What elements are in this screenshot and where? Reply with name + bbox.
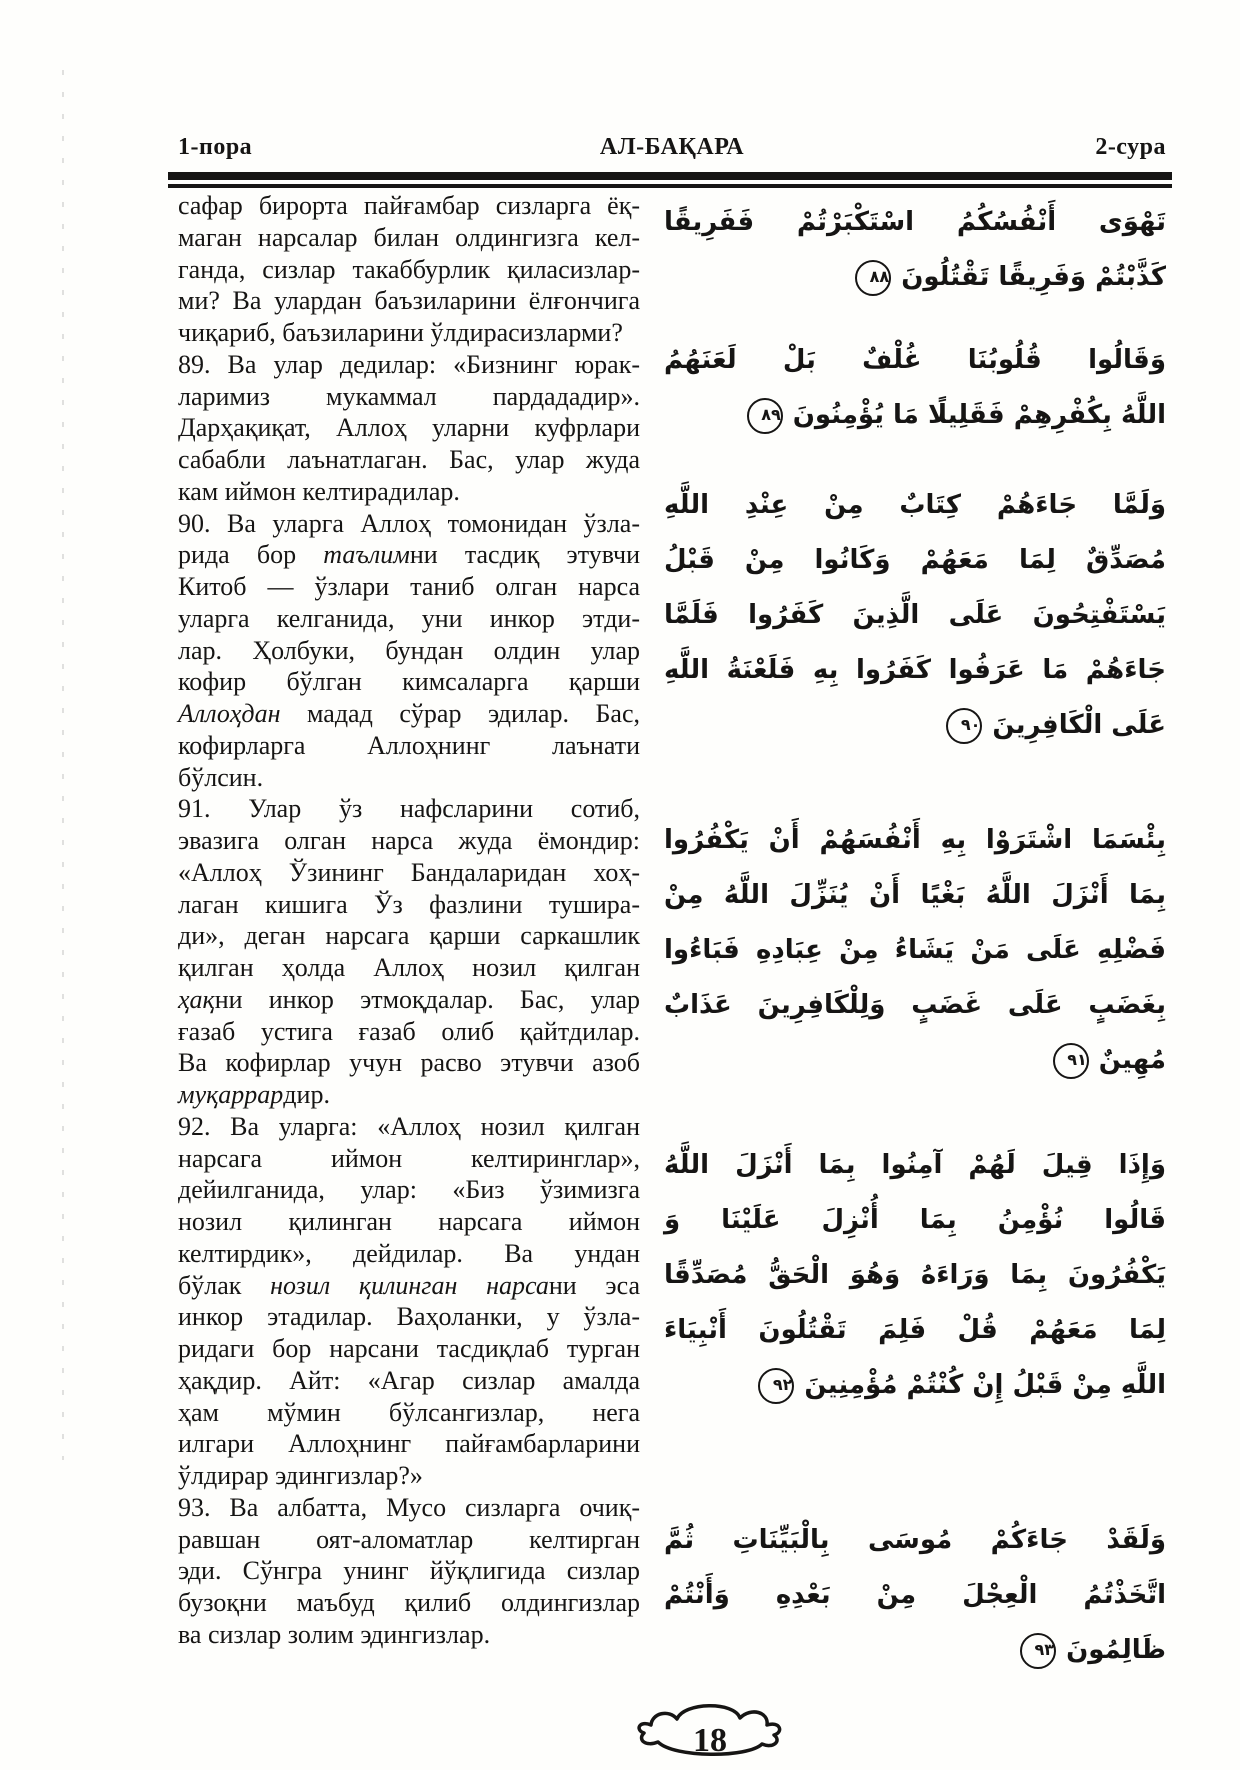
translation-line bbox=[178, 889, 640, 921]
translation-line bbox=[178, 539, 640, 571]
text-run: Ва кофирлар учун расво этувчи азоб bbox=[178, 1048, 640, 1078]
arabic-verse-line bbox=[664, 813, 1166, 868]
text-run: ридаги бор нарсани тасдиқлаб турган bbox=[178, 1334, 640, 1363]
arabic-verse-line bbox=[664, 1568, 1166, 1623]
arabic-text-run: بِئْسَمَا اشْتَرَوْا بِهِ أَنْفُسَهُمْ أَنْ يَكْفُرُوا bbox=[664, 825, 1166, 855]
text-run: ҳақдир. Айт: «Агар сизлар амалда bbox=[178, 1365, 640, 1395]
text-run: 89. Ва улар дедилар: «Бизнинг юрак- bbox=[178, 349, 640, 379]
translation-line bbox=[178, 635, 640, 667]
text-run: дир. bbox=[283, 1080, 330, 1109]
translation-line bbox=[178, 222, 640, 254]
arabic-verse-line bbox=[664, 1513, 1166, 1568]
page-number: 18 bbox=[693, 1722, 727, 1759]
translation-line bbox=[178, 1428, 640, 1460]
arabic-verse-line bbox=[664, 868, 1166, 923]
text-run: маган нарсалар билан олдингизга кел- bbox=[178, 222, 640, 252]
text-run: 93. Ва албатта, Мусо сизларга очиқ- bbox=[178, 1492, 640, 1522]
verse-number-marker: ٩٣ bbox=[1020, 1633, 1056, 1669]
translation-line bbox=[178, 412, 640, 444]
arabic-verse-line bbox=[664, 1138, 1166, 1193]
text-run: ганда, сизлар такаббурлик қиласизлар- bbox=[178, 254, 640, 284]
emphasized-text-run: таълим bbox=[323, 540, 410, 570]
text-run: инкор этадилар. Ваҳоланки, у ўзла- bbox=[178, 1302, 640, 1332]
text-run: кам иймон келтирадилар. bbox=[178, 476, 460, 506]
arabic-column bbox=[664, 190, 1166, 1678]
page-body bbox=[178, 190, 1166, 1678]
text-run: лаган кишига Ўз фазлини тушира- bbox=[178, 889, 640, 919]
arabic-text-run: وَلَمَّا جَاءَهُمْ كِتَابٌ مِنْ عِنْدِ اللَّهِ bbox=[664, 490, 1166, 520]
text-run: ди», деган нарсага қарши саркашлик bbox=[178, 921, 640, 951]
translation-line bbox=[178, 698, 640, 730]
arabic-verse-block bbox=[664, 1138, 1166, 1413]
text-run: бўлсин. bbox=[178, 762, 264, 792]
text-run: кофир бўлган кимсаларга қарши bbox=[178, 667, 640, 697]
text-run: уларга келганида, уни инкор этди- bbox=[178, 603, 640, 633]
translation-line bbox=[178, 1270, 640, 1302]
translation-line bbox=[178, 349, 640, 381]
arabic-text-run: اتَّخَذْتُمُ الْعِجْلَ مِنْ بَعْدِهِ وَأَنْتُمْ bbox=[664, 1580, 1166, 1610]
arabic-verse-line bbox=[664, 1358, 1166, 1413]
text-run: 92. Ва уларга: «Аллоҳ нозил қилган bbox=[178, 1111, 640, 1141]
verse-number-marker: ٨٩ bbox=[747, 398, 783, 434]
translation-paragraph bbox=[178, 1111, 640, 1492]
text-run: «Аллоҳ Ўзининг Бандаларидан хоҳ- bbox=[178, 857, 640, 887]
arabic-verse-line bbox=[664, 1033, 1166, 1088]
translation-line bbox=[178, 666, 640, 698]
translation-line bbox=[178, 1587, 640, 1619]
translation-line bbox=[178, 1238, 640, 1270]
translation-line bbox=[178, 508, 640, 540]
arabic-verse-block bbox=[664, 1513, 1166, 1678]
translation-line bbox=[178, 1524, 640, 1556]
translation-line bbox=[178, 920, 640, 952]
text-run: лар. Ҳолбуки, бундан олдин улар bbox=[178, 635, 640, 665]
arabic-verse-block bbox=[664, 333, 1166, 443]
arabic-text-run: وَلَقَدْ جَاءَكُمْ مُوسَى بِالْبَيِّنَاتِ ثُمَّ bbox=[664, 1525, 1166, 1555]
text-run: ларимиз мукаммал пардададир». bbox=[178, 381, 640, 411]
header-surah-number: 2-сура bbox=[1095, 134, 1166, 160]
translation-line bbox=[178, 793, 640, 825]
text-run: равшан оят-аломатлар келтирган bbox=[178, 1524, 640, 1554]
translation-line bbox=[178, 603, 640, 635]
translation-line bbox=[178, 1143, 640, 1175]
translation-line bbox=[178, 1079, 640, 1111]
translation-paragraph bbox=[178, 190, 640, 349]
arabic-verse-line bbox=[664, 195, 1166, 250]
translation-line bbox=[178, 1301, 640, 1333]
translation-paragraph bbox=[178, 793, 640, 1111]
text-run: келтирдик», дейдилар. Ва ундан bbox=[178, 1238, 640, 1268]
text-run: сафар бирорта пайғамбар сизларга ёқ- bbox=[178, 191, 640, 220]
translation-line bbox=[178, 952, 640, 984]
translation-line bbox=[178, 317, 640, 349]
arabic-verse-line bbox=[664, 643, 1166, 698]
arabic-text-run: بِغَضَبٍ عَلَى غَضَبٍ وَلِلْكَافِرِينَ عَذَابٌ bbox=[664, 990, 1166, 1020]
emphasized-text-run: Аллоҳдан bbox=[178, 699, 281, 728]
text-run: бўлак bbox=[178, 1270, 271, 1300]
header-surah-title: АЛ-БАҚАРА bbox=[599, 134, 745, 160]
translation-line bbox=[178, 381, 640, 413]
translation-line bbox=[178, 730, 640, 762]
header-divider bbox=[168, 172, 1172, 188]
text-run: сабабли лаънатлаган. Бас, улар жуда bbox=[178, 445, 640, 474]
text-run: Китоб — ўзлари таниб олган нарса bbox=[178, 572, 640, 601]
arabic-verse-line bbox=[664, 1248, 1166, 1303]
text-run: ва сизлар золим эдингизлар. bbox=[178, 1619, 491, 1649]
arabic-verse-line bbox=[664, 588, 1166, 643]
arabic-text-run: ظَالِمُونَ bbox=[1066, 1635, 1166, 1665]
emphasized-text-run: нозил қилинган нарса bbox=[270, 1270, 549, 1300]
arabic-verse-line bbox=[664, 978, 1166, 1033]
arabic-verse-line bbox=[664, 478, 1166, 533]
arabic-text-run: وَإِذَا قِيلَ لَهُمْ آمِنُوا بِمَا أَنْزَلَ اللَّهُ bbox=[664, 1150, 1166, 1180]
arabic-text-run: وَقَالُوا قُلُوبُنَا غُلْفٌ بَلْ لَعَنَهُمُ bbox=[664, 345, 1166, 375]
translation-line bbox=[178, 1206, 640, 1238]
translation-line bbox=[178, 762, 640, 794]
emphasized-text-run: муқаррар bbox=[178, 1080, 284, 1109]
arabic-verse-block bbox=[664, 813, 1166, 1088]
page-number-cartouche bbox=[634, 1700, 786, 1770]
translation-paragraph bbox=[178, 1492, 640, 1651]
text-run: ўлдирар эдингизлар?» bbox=[178, 1461, 423, 1490]
text-run: 91. Улар ўз нафсларини сотиб, bbox=[178, 794, 640, 824]
emphasized-text-run: ҳақ bbox=[178, 984, 215, 1014]
translation-line bbox=[178, 571, 640, 603]
text-run: ни инкор этмоқдалар. Бас, улар bbox=[214, 984, 640, 1014]
text-run: кофирларга Аллоҳнинг лаънати bbox=[178, 730, 640, 760]
translation-line bbox=[178, 825, 640, 857]
translation-line bbox=[178, 1397, 640, 1429]
arabic-text-run: بِمَا أَنْزَلَ اللَّهُ بَغْيًا أَنْ يُنَزِّلَ اللَّهُ مِنْ bbox=[664, 880, 1166, 910]
translation-line bbox=[178, 444, 640, 476]
text-run: 90. Ва уларга Аллоҳ томонидан ўзла- bbox=[178, 508, 640, 538]
arabic-text-run: مُصَدِّقٌ لِمَا مَعَهُمْ وَكَانُوا مِنْ قَبْلُ bbox=[664, 545, 1166, 575]
arabic-text-run: كَذَّبْتُمْ وَفَرِيقًا تَقْتُلُونَ bbox=[901, 262, 1166, 292]
arabic-text-run: اللَّهِ مِنْ قَبْلُ إِنْ كُنْتُمْ مُؤْمِنِينَ bbox=[804, 1370, 1166, 1400]
text-run: ни тасдиқ этувчи bbox=[409, 540, 640, 570]
translation-line bbox=[178, 1460, 640, 1492]
arabic-verse-block bbox=[664, 195, 1166, 305]
text-run: дейилганида, улар: «Биз ўзимизга bbox=[178, 1175, 640, 1205]
translation-line bbox=[178, 1016, 640, 1048]
arabic-text-run: يَكْفُرُونَ بِمَا وَرَاءَهُ وَهُوَ الْحَقُّ مُصَدِّقًا bbox=[664, 1260, 1166, 1290]
translation-line bbox=[178, 1111, 640, 1143]
header-divider-thin-line bbox=[168, 184, 1172, 188]
arabic-text-run: لِمَا مَعَهُمْ قُلْ فَلِمَ تَقْتُلُونَ أَنْبِيَاءَ bbox=[664, 1315, 1166, 1345]
arabic-verse-block bbox=[664, 478, 1166, 753]
translation-line bbox=[178, 476, 640, 508]
arabic-verse-line bbox=[664, 388, 1166, 443]
text-run: ҳам мўмин бўлсангизлар, нега bbox=[178, 1397, 640, 1427]
translation-column bbox=[178, 190, 640, 1678]
translation-line bbox=[178, 190, 640, 222]
arabic-verse-line bbox=[664, 1623, 1166, 1678]
arabic-text-run: يَسْتَفْتِحُونَ عَلَى الَّذِينَ كَفَرُوا فَلَمَّا bbox=[664, 600, 1166, 630]
arabic-verse-line bbox=[664, 923, 1166, 978]
translation-line bbox=[178, 984, 640, 1016]
translation-line bbox=[178, 285, 640, 317]
arabic-verse-line bbox=[664, 250, 1166, 305]
text-run: бузоқни маъбуд қилиб олдингизлар bbox=[178, 1588, 640, 1617]
arabic-text-run: فَضْلِهِ عَلَى مَنْ يَشَاءُ مِنْ عِبَادِهِ فَبَاءُوا bbox=[664, 935, 1166, 965]
text-run: Дарҳақиқат, Аллоҳ уларни куфрлари bbox=[178, 413, 640, 443]
arabic-text-run: اللَّهُ بِكُفْرِهِمْ فَقَلِيلًا مَا يُؤْمِنُونَ bbox=[792, 400, 1166, 430]
translation-line bbox=[178, 1365, 640, 1397]
translation-line bbox=[178, 1555, 640, 1587]
verse-number-marker: ٩١ bbox=[1053, 1043, 1089, 1079]
verse-number-marker: ٨٨ bbox=[855, 260, 891, 296]
arabic-text-run: مُهِينٌ bbox=[1098, 1045, 1166, 1075]
arabic-text-run: جَاءَهُمْ مَا عَرَفُوا كَفَرُوا بِهِ فَلَعْنَةُ اللَّهِ bbox=[664, 655, 1166, 685]
translation-line bbox=[178, 1492, 640, 1524]
header-juz-label: 1-пора bbox=[178, 134, 253, 160]
translation-paragraph bbox=[178, 349, 640, 508]
arabic-verse-line bbox=[664, 1193, 1166, 1248]
translation-line bbox=[178, 857, 640, 889]
translation-line bbox=[178, 254, 640, 286]
arabic-text-run: عَلَى الْكَافِرِينَ bbox=[992, 710, 1166, 740]
text-run: рида бор bbox=[178, 540, 324, 570]
text-run: мадад сўрар эдилар. Бас, bbox=[280, 699, 640, 728]
text-run: эди. Сўнгра унинг йўқлигида сизлар bbox=[178, 1556, 640, 1586]
arabic-verse-line bbox=[664, 333, 1166, 388]
translation-line bbox=[178, 1174, 640, 1206]
arabic-verse-line bbox=[664, 533, 1166, 588]
scan-crease-artifact bbox=[62, 70, 64, 1460]
arabic-verse-line bbox=[664, 698, 1166, 753]
text-run: ғазаб устига ғазаб олиб қайтдилар. bbox=[178, 1016, 640, 1046]
verse-number-marker: ٩٠ bbox=[946, 708, 982, 744]
text-run: нарсага иймон келтиринглар», bbox=[178, 1143, 640, 1173]
translation-line bbox=[178, 1619, 640, 1651]
text-run: чиқариб, баъзиларини ўлдирасизларми? bbox=[178, 318, 623, 347]
arabic-text-run: قَالُوا نُؤْمِنُ بِمَا أُنْزِلَ عَلَيْنَا وَ bbox=[664, 1205, 1166, 1235]
text-run: илгари Аллоҳнинг пайғамбарларини bbox=[178, 1429, 640, 1459]
text-run: қилган ҳолда Аллоҳ нозил қилган bbox=[178, 953, 640, 982]
text-run: ми? Ва улардан баъзиларини ёлғончига bbox=[178, 286, 640, 316]
header-divider-thick-line bbox=[168, 172, 1172, 180]
page-header bbox=[178, 134, 1166, 161]
translation-paragraph bbox=[178, 508, 640, 794]
text-run: нозил қилинган нарсага иймон bbox=[178, 1207, 640, 1236]
text-run: ни эса bbox=[548, 1270, 640, 1300]
translation-line bbox=[178, 1047, 640, 1079]
arabic-text-run: تَهْوَى أَنْفُسُكُمُ اسْتَكْبَرْتُمْ فَفَرِيقًا bbox=[664, 207, 1166, 237]
verse-number-marker: ٩٢ bbox=[758, 1368, 794, 1404]
text-run: эвазига олган нарса жуда ёмондир: bbox=[178, 826, 640, 855]
translation-line bbox=[178, 1333, 640, 1365]
arabic-verse-line bbox=[664, 1303, 1166, 1358]
